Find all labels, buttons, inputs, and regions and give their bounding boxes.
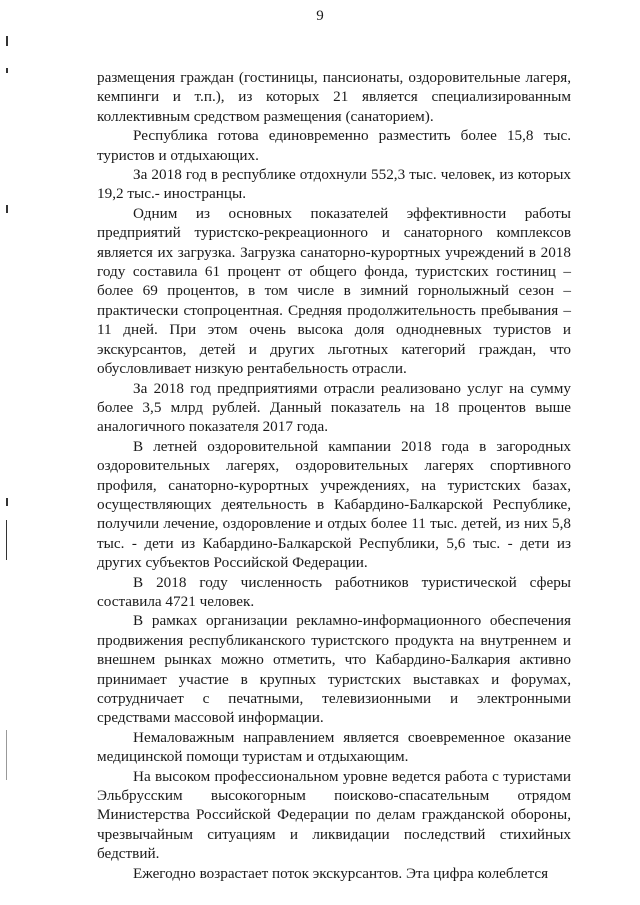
- scan-mark: [6, 520, 7, 560]
- document-body: [97, 68, 571, 883]
- paragraph: В летней оздоровительной кампании 2018 года в загородных оздоровительных лагерях, оздоровительных лагерях спортивного профиля, санаторно-курортных учреждениях, на туристских базах, осуществляющих деятельность в Кабардино-Балкарской Республике, получили лечение, оздоровление и отдых более 11 тыс. детей, из них 5,8 тыс. - дети из Кабардино-Балкарской Республики, 5,6 тыс. - дети из других субъектов Российской Федерации.: [97, 437, 571, 572]
- scan-mark: [6, 730, 7, 780]
- paragraph: размещения граждан (гостиницы, пансионаты, оздоровительные лагеря, кемпинги и т.п.), из которых 21 является специализированным коллективным средством размещения (санаторием).: [97, 69, 571, 125]
- paragraph: Ежегодно возрастает поток экскурсантов. Эта цифра колеблется: [133, 864, 549, 882]
- paragraph: В 2018 году численность работников туристической сферы составила 4721 человек.: [97, 573, 571, 610]
- paragraph: За 2018 год предприятиями отрасли реализовано услуг на сумму более 3,5 млрд рублей. Данный показатель на 18 процентов выше аналогичного показателя 2017 года.: [97, 379, 571, 436]
- paragraph: На высоком профессиональном уровне ведется работа с туристами Эльбрусским высокогорным поисково-спасательным отрядом Министерства Российской Федерации по делам гражданской обороны, чрезвычайным ситуациям и ликвидации последствий стихийных бедствий.: [97, 767, 571, 863]
- paragraph: В рамках организации рекламно-информационного обеспечения продвижения республиканского туристского продукта на внутреннем и внешнем рынках можно отметить, что Кабардино-Балкария активно принимает участие в крупных туристских выставках и форумах, сотрудничает с печатными, телевизионными и электронными средствами массовой информации.: [97, 612, 571, 727]
- scan-mark: [6, 68, 8, 73]
- paragraph: Одним из основных показателей эффективности работы предприятий туристско-рекреационного и санаторного комплексов является их загрузка. Загрузка санаторно-курортных учреждений в 2018 году составила 61 процент от общего фонда, туристских гостиниц – более 69 процентов, в том числе в зимний горнолыжный сезон – практически стопроцентная. Средняя продолжительность пребывания – 11 дней. При этом очень высока доля однодневных туристов и экскурсантов, детей и других льготных категорий граждан, что обусловливает низкую рентабельность отрасли.: [97, 204, 571, 378]
- paragraph: Республика готова единовременно разместить более 15,8 тыс. туристов и отдыхающих.: [97, 127, 571, 164]
- paragraph: Немаловажным направлением является своевременное оказание медицинской помощи туристам и отдыхающим.: [97, 728, 571, 766]
- paragraph: За 2018 год в республике отдохнули 552,3 тыс. человек, из которых 19,2 тыс.- иностранцы.: [97, 166, 571, 203]
- scan-mark: [6, 498, 8, 506]
- scan-mark: [6, 36, 8, 46]
- scan-mark: [6, 205, 8, 213]
- page-number: 9: [316, 8, 324, 24]
